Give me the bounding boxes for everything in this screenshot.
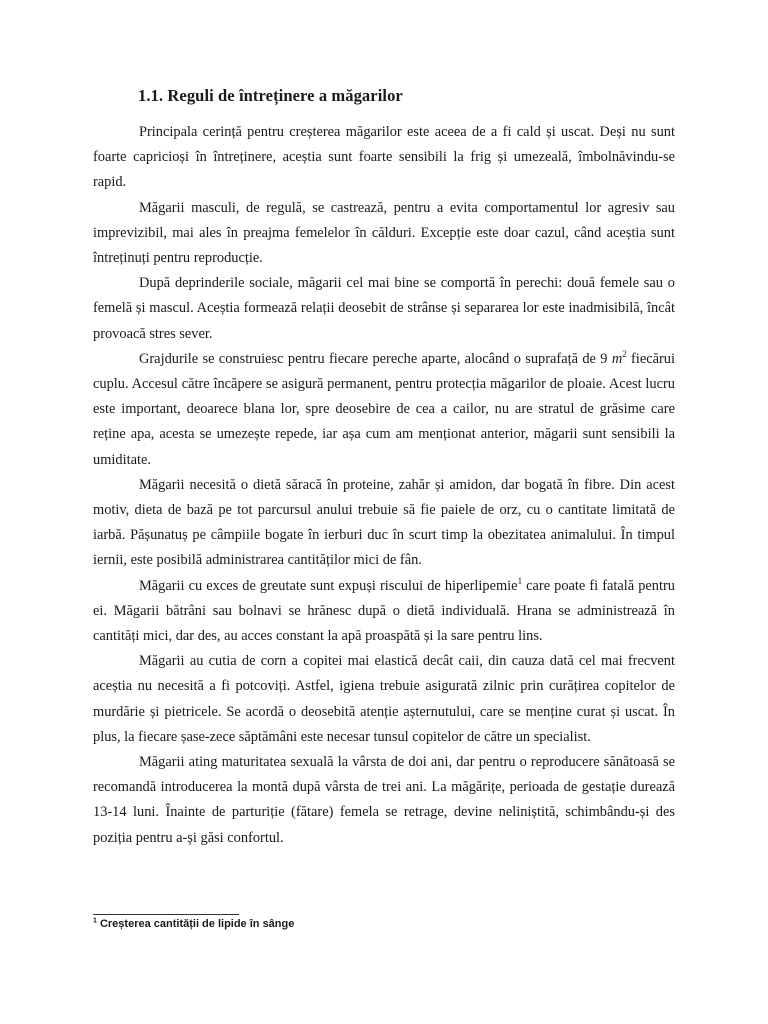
footnote <box>93 918 294 930</box>
footnote-separator <box>93 914 239 915</box>
overweight-text-end: care poate fi fatală pentru ei. Măgarii bătrâni sau bolnavi se hrănesc după o dietă individuală. Hrana se administrează în cantități mici, dar des, au acces constant la apă proaspătă și la sare pentru lins. <box>93 577 675 645</box>
stables-text-start: Grajdurile se construiesc pentru fiecare pereche aparte, alocând o suprafață de 9 <box>139 350 612 367</box>
area-unit-exponent: 2 <box>622 349 627 360</box>
section-heading: 1.1. Reguli de întreținere a măgarilor <box>138 86 403 105</box>
paragraph-warmth: Principala cerință pentru creșterea măgarilor este aceea de a fi cald și uscat. Deși nu sunt foarte capricioși în întreținere, aceștia sunt foarte sensibili la frig și umezeală, îmbolnăvindu-se rapid. <box>93 124 675 191</box>
paragraph-reproduction: Măgarii ating maturitatea sexuală la vârsta de doi ani, dar pentru o reproducere sănătoasă se recomandă introducerea la montă după vârsta de trei ani. La măgărițe, perioada de gestație durează 13-14 luni. Înainte de parturiție (fătare) femela se retrage, devine neliniștită, schimbându-și des poziția pentru a-și găsi confortul. <box>93 754 675 846</box>
paragraph-diet: Măgarii necesită o dietă săracă în proteine, zahăr și amidon, dar bogată în fibre. Din acest motiv, dieta de bază pe tot parcursul anului trebuie să fie paiele de orz, cu o cantitate limitată de iarbă. Pășunatuș pe câmpiile bogate în ierburi duc în scurt timp la obezitatea animalului. În timpul iernii, este posibilă administrarea cantităților mici de fân. <box>93 476 675 569</box>
footnote-reference[interactable]: 1 <box>517 575 523 586</box>
paragraph-castration: Măgarii masculi, de regulă, se castrează, pentru a evita comportamentul lor agresiv sau imprevizibil, mai ales în preajma femelelor în călduri. Excepție este doar cazul, când aceștia sunt întreținuți pentru reproducție. <box>93 199 675 267</box>
footnote-number: 1 <box>93 917 97 925</box>
area-unit: m <box>611 350 623 367</box>
body-text <box>93 120 675 851</box>
paragraph-hooves: Măgarii au cutia de corn a copitei mai elastică decât caii, din cauza dată cel mai frecvent aceștia nu necesită a fi potcoviți. Astfel, igiena trebuie asigurată zilnic prin curățirea copitelor de murdărie și pietricele. Se acordă o deosebită atenție așternutului, care se menține curat și uscat. În plus, la fiecare șase-zece săptămâni este necesar tunsul copitelor de către un specialist. <box>93 653 675 745</box>
overweight-text-start: Măgarii cu exces de greutate sunt expuși riscului de hiperlipemie <box>139 577 518 594</box>
paragraph-overweight <box>93 574 675 650</box>
paragraph-social: După deprinderile sociale, măgarii cel mai bine se comportă în perechi: două femele sau o femelă și mascul. Aceștia formează relații deosebit de strânse și separarea lor este inadmisibilă, încât provoacă stres sever. <box>93 275 675 342</box>
footnote-text: Creșterea cantității de lipide în sânge <box>96 918 295 930</box>
paragraph-stables <box>93 347 675 473</box>
stables-text-end: fiecărui cuplu. Accesul către încăpere se asigură permanent, pentru protecția măgarilor de ploaie. Acest lucru este important, deoarece blana lor, spre deosebire de cea a cailor, nu are stratul de grăsime care reține apa, acesta se umezește repede, iar așa cum am menționat anterior, măgarii sunt sensibili la umiditate. <box>93 350 675 468</box>
